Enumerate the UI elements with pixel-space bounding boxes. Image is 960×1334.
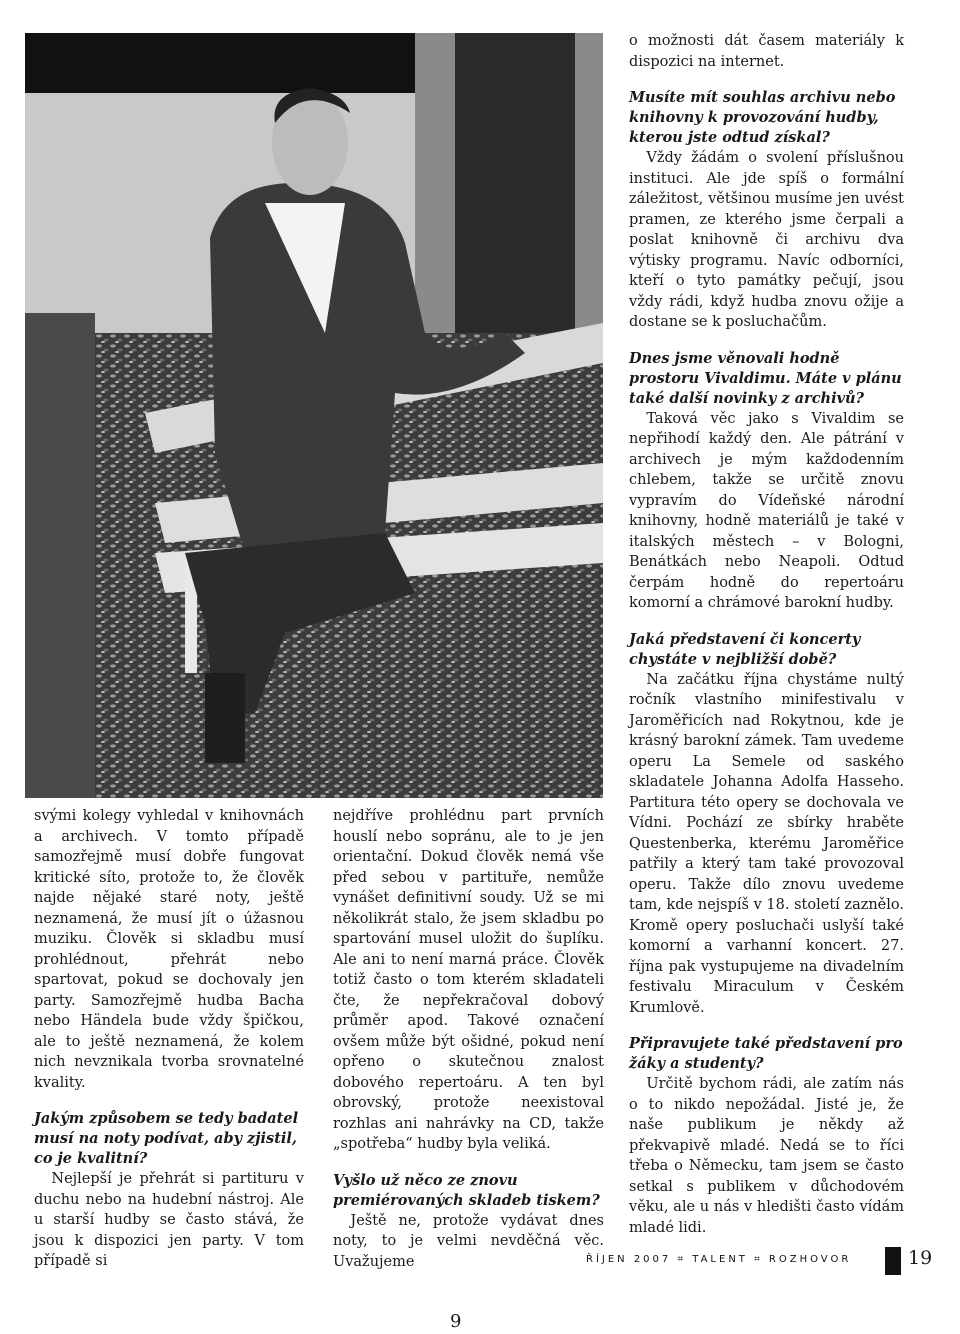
paragraph: Nejlepší je přehrát si partituru v duchu nebo na hudební nástroj. Ale u starší hudby se často stává, že jsou k dispozici jen party. V tom případě si	[34, 1171, 304, 1269]
paragraph: Vždy žádám o svolení příslušnou instituci. Ale jde spíš o formální záležitost, většinou musíme jen uvést pramen, ze kterého jsme čerpali a poslat knihovně či archivu dva výtisky programu. Navíc odborníci, kteří o tyto památky pečují, jsou vždy rádi, když hudba znovu ožije a dostane se k posluchačům.	[629, 150, 904, 330]
question: Dnes jsme věnovali hodně prostoru Vivaldimu. Máte v plánu také další novinky z archivů?	[629, 349, 902, 407]
paragraph: Taková věc jako s Vivaldim se nepřihodí každý den. Ale pátrání v archivech je mým každodenním chlebem, takže se určitě znovu vypravím do Vídeňské národní knihovny, hodně materiálů je také v italských městech – v Bologni, Benátkách nebo Neapoli. Odtud čerpám hodně do repertoáru komorní a chrámové barokní hudby.	[629, 410, 904, 611]
column-left	[34, 806, 304, 1272]
paragraph: svými kolegy vyhledal v knihovnách a archivech. V tomto případě samozřejmě musí dobře fungovat kritické síto, protože to, že člověk najde nějaké staré noty, ještě neznamená, že musí jít o úžasnou muziku. Člověk si skladbu musí prohlédnout, přehrát nebo spartovat, pokud se dochovaly jen party. Samozřejmě hudba Bacha nebo Händela bude vždy špičkou, ale to ještě neznamená, že kolem nich nevznikala tvorba srovnatelné kvality.	[34, 808, 304, 1091]
column-middle	[333, 806, 604, 1272]
footer-section-label: ŘÍJEN 2007 ⌗ TALENT ⌗ ROZHOVOR	[586, 1254, 852, 1265]
paragraph: Určitě bychom rádi, ale zatím nás o to nikdo nepožádal. Jisté je, že naše publikum je někdy až překvapivě mladé. Nedá se to říci třeba o Německu, tam jsem se často setkal s publikem v důchodovém věku, ale u nás v hledišti často vídám mladé lidi.	[629, 1076, 904, 1236]
question: Musíte mít souhlas archivu nebo knihovny k provozování hudby, kterou jste odtud získal?	[629, 89, 896, 146]
paragraph: nejdříve prohlédnu part prvních houslí nebo sopránu, ale to je jen orientační. Dokud člověk nemá vše před sebou v partituře, nemůže vynášet definitivní soudy. Už se mi několikrát stalo, že jsem skladbu po spartování musel uložit do šuplíku. Ale ani to není marná práce. Člověk totiž často o tom kterém skladateli čte, že nepřekračoval dobový průměr apod. Takové označení ovšem může být ošidné, pokud není opřeno o skutečnou znalost dobového repertoáru. A ten byl obrovský, protože neexistoval rozhlas ani nahrávky na CD, takže „spotřeba“ hudby byla veliká.	[333, 808, 604, 1152]
question: Jakým způsobem se tedy badatel musí na noty podívat, aby zjistil, co je kvalitní?	[34, 1110, 299, 1167]
question: Připravujete také představení pro žáky a studenty?	[629, 1035, 903, 1072]
photo-man-on-bench	[25, 33, 603, 798]
paragraph: Ještě ne, protože vydávat dnes noty, to je velmi nevděčná věc. Uvažujeme	[333, 1212, 604, 1270]
footer-black-bar	[885, 1247, 901, 1275]
question: Vyšlo už něco ze znovu premiérovaných skladeb tiskem?	[333, 1171, 600, 1209]
footer-page-number: 19	[908, 1247, 933, 1269]
paragraph: Na začátku října chystáme nultý ročník vlastního minifestivalu v Jaroměřicích nad Rokytnou, kde je krásný barokní zámek. Tam uvedeme operu La Semele od saského skladatele Johanna Adolfa Hasseho. Partitura této opery se dochovala ve Vídni. Pochází ze sbírky hraběte Questenberka, kterému Jaroměřice patřily a který tam také provozoval operu. Takže dílo znovu uvedeme tam, kde nejspíš v 18. století zaznělo. Kromě opery posluchači uslyší také komorní a varhanní koncert. 27. října pak vystupujeme na divadelním festivalu Miraculum v Českém Krumlově.	[629, 671, 904, 1016]
running-footer	[586, 1246, 946, 1276]
question: Jaká představení či koncerty chystáte v nejbližší době?	[629, 630, 861, 668]
paragraph: o možnosti dát časem materiály k dispozici na internet.	[629, 33, 904, 70]
column-right-top	[629, 31, 904, 1238]
folio-number: 9	[450, 1311, 462, 1332]
photo-illustration	[25, 33, 603, 798]
